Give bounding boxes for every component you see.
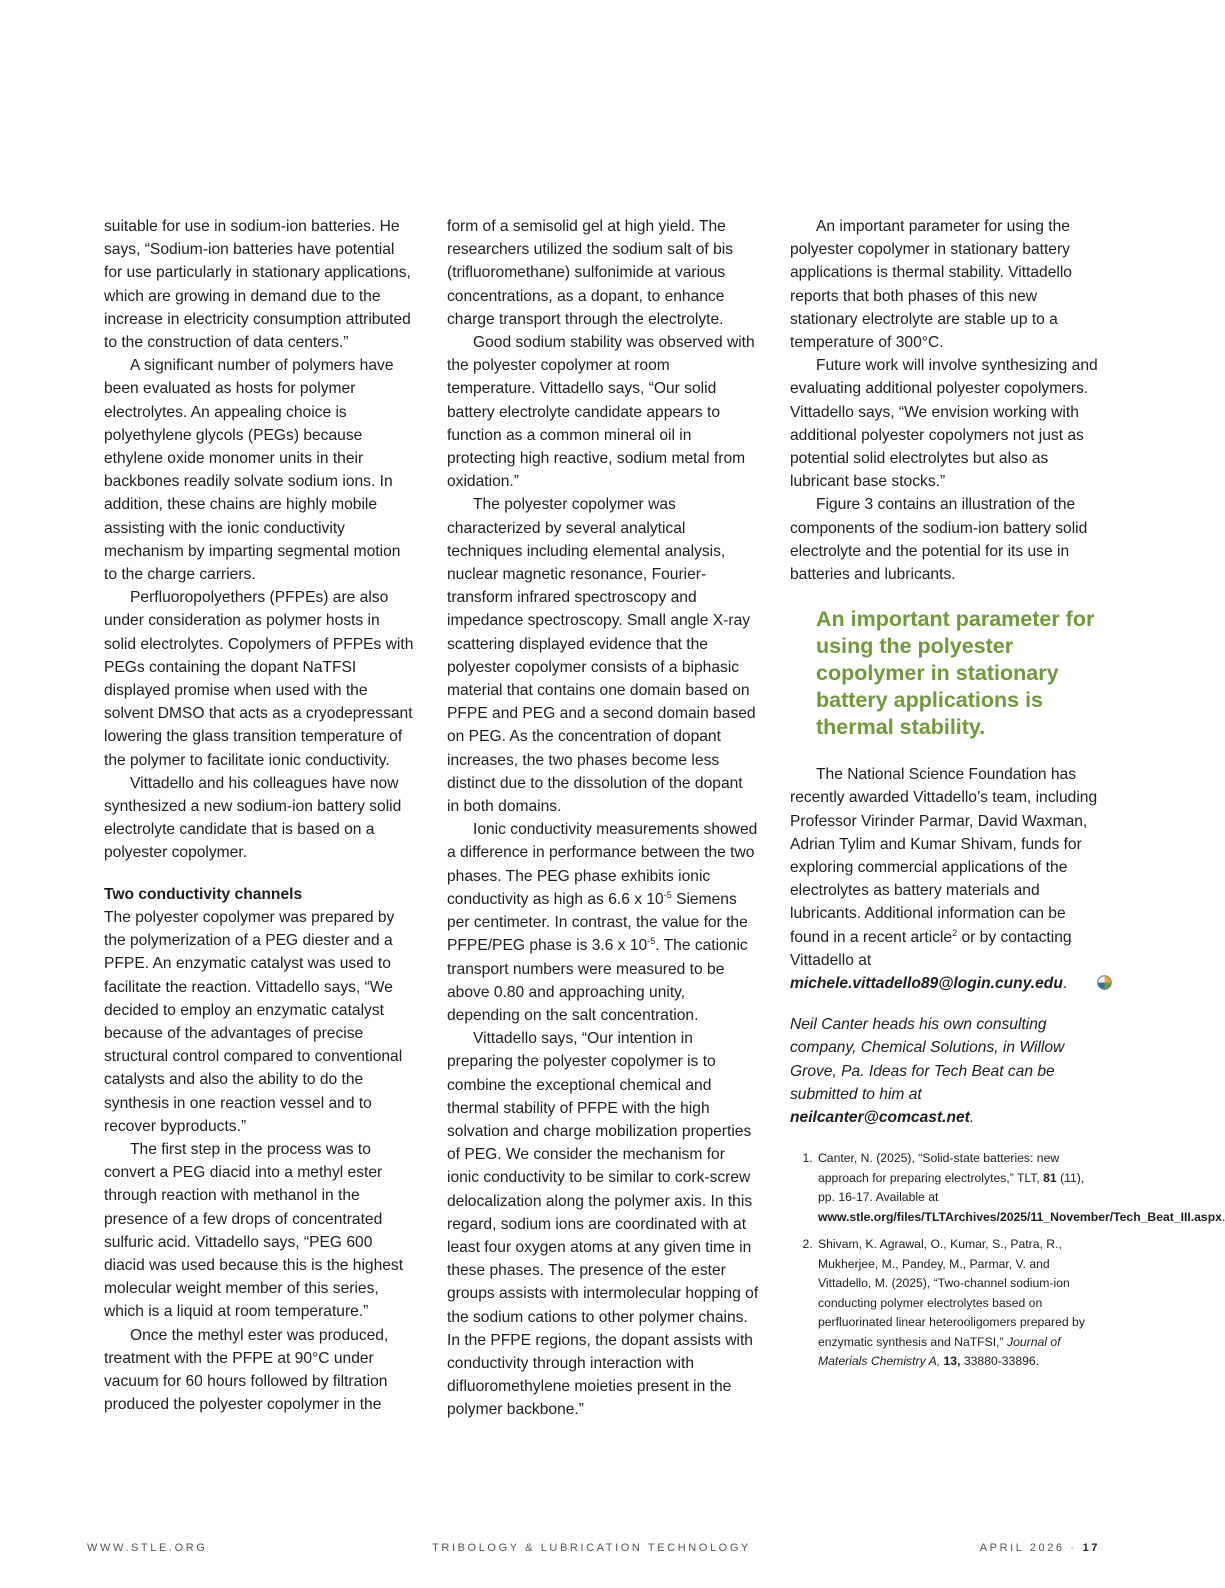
volume: 13, bbox=[940, 1354, 961, 1369]
reference-url-link[interactable]: www.stle.org/files/TLTArchives/2025/11_November/Tech_Beat_III.aspx bbox=[818, 1209, 1222, 1224]
references-list bbox=[790, 1149, 1225, 1372]
column-middle bbox=[447, 215, 759, 1422]
paragraph: form of a semisolid gel at high yield. The researchers utilized the sodium salt of bis (trifluoromethane) sulfonimide at various concentrations, as a dopant, to enhance charge transport through the electrolyte. bbox=[447, 218, 734, 328]
author-bio bbox=[790, 1013, 1100, 1129]
text: Neil Canter heads his own consulting company, Chemical Solutions, in Willow Grove, Pa. Ideas for Tech Beat can be submitted to him at bbox=[790, 1016, 1065, 1103]
superscript: -5 bbox=[663, 889, 672, 900]
text: . bbox=[1062, 975, 1068, 993]
footer-date: APRIL 2026 bbox=[979, 1542, 1065, 1554]
text: Canter, N. (2025), “Solid-state batteries: new approach for preparing electrolytes,” TLT, bbox=[818, 1151, 1060, 1185]
text: The National Science Foundation has recently awarded Vittadello’s team, including Professor Virinder Parmar, David Waxman, Adrian Tylim and Kumar Shivam, funds for exploring commercial applications of the electrolytes as battery materials and lubricants. Additional information can be found in a recent article bbox=[790, 766, 1098, 946]
superscript: 2 bbox=[952, 927, 958, 938]
paragraph: Figure 3 contains an illustration of the components of the sodium-ion battery solid electrolyte and the potential for its use in batteries and lubricants. bbox=[790, 496, 1088, 584]
footer-separator: · bbox=[1070, 1542, 1077, 1554]
paragraph: Good sodium stability was observed with the polyester copolymer at room temperature. Vittadello says, “Our solid battery electrolyte candidate appears to function as a common mineral oil in protecting high reactive, sodium metal from oxidation.” bbox=[447, 334, 755, 491]
text: . bbox=[969, 1109, 975, 1127]
paragraph: Future work will involve synthesizing and evaluating additional polyester copolymers. Vittadello says, “We envision working with additional polyester copolymers not just as potential solid electrolytes but also as lubricant base stocks.” bbox=[790, 357, 1098, 491]
column-right bbox=[790, 215, 1225, 1380]
author-email-link[interactable]: neilcanter@comcast.net bbox=[790, 1109, 970, 1127]
text: Siemens per centimeter. In contrast, the value for the PFPE/PEG phase is 3.6 x 10 bbox=[447, 890, 748, 955]
footer-website: WWW.STLE.ORG bbox=[87, 1542, 208, 1554]
column-left bbox=[104, 215, 416, 1416]
reference-item bbox=[816, 1235, 1100, 1372]
footer-publication: TRIBOLOGY & LUBRICATION TECHNOLOGY bbox=[432, 1542, 751, 1554]
paragraph: The first step in the process was to convert a PEG diacid into a methyl ester through reaction with methanol in the presence of a few drops of concentrated sulfuric acid. Vittadello says, “PEG 600 diacid was used because this is the highest molecular weight member of this series, which is a liquid at room temperature.” bbox=[104, 1140, 404, 1321]
contact-email-link[interactable]: michele.vittadello89@login.cuny.edu bbox=[790, 975, 1063, 993]
paragraph bbox=[447, 818, 759, 1027]
text: . bbox=[1221, 1209, 1225, 1224]
stle-end-mark-icon bbox=[1071, 974, 1086, 989]
text: or by contacting Vittadello at bbox=[790, 928, 1072, 969]
paragraph: Perfluoropolyethers (PFPEs) are also under consideration as polymer hosts in solid electrolytes. Copolymers of PFPEs with PEGs containing the dopant NaTFSI displayed promise when used with the solvent DMSO that acts as a cryodepressant lowering the glass transition temperature of the polymer to facilitate ionic conductivity. bbox=[104, 589, 414, 769]
paragraph: A significant number of polymers have been evaluated as hosts for polymer electrolytes. An appealing choice is polyethylene glycols (PEGs) because ethylene oxide monomer units in their backbones readily solvate sodium ions. In addition, these chains are highly mobile assisting with the ionic conductivity mechanism by imparting segmental motion to the charge carriers. bbox=[104, 357, 401, 584]
reference-item bbox=[816, 1149, 1225, 1227]
paragraph: An important parameter for using the polyester copolymer in stationary battery applications is thermal stability. Vittadello reports that both phases of this new stationary electrolyte are stable up to a temperature of 300°C. bbox=[790, 218, 1072, 352]
text: Shivam, K. Agrawal, O., Kumar, S., Patra, R., Mukherjee, M., Pandey, M., Parmar, V. and Vittadello, M. (2025), “Two-channel sodium-ion conducting polymer electrolytes based on perfluorinated linear heterooligomers prepared by enzymatic synthesis and NaTFSI,” bbox=[818, 1237, 1085, 1349]
text: . The cationic transport numbers were measured to be above 0.80 and approaching unity, depending on the salt concentration. bbox=[447, 937, 748, 1024]
volume: 81 bbox=[1043, 1170, 1057, 1185]
paragraph: Once the methyl ester was produced, treatment with the PFPE at 90°C under vacuum for 60 hours followed by filtration produced the polyester copolymer in the bbox=[104, 1326, 389, 1414]
page-number: 17 bbox=[1082, 1542, 1100, 1554]
section-heading: Two conductivity channels bbox=[104, 885, 303, 903]
paragraph bbox=[790, 763, 1100, 995]
superscript: -5 bbox=[647, 936, 656, 947]
paragraph: The polyester copolymer was prepared by the polymerization of a PEG diester and a PFPE. An enzymatic catalyst was used to facilitate the reaction. Vittadello says, “We decided to employ an enzymatic catalyst because of the advantages of precise structural control compared to conventional catalysts and also the ability to do the synthesis in one reaction vessel and to recover byproducts.” bbox=[104, 908, 403, 1135]
text: (11), pp. 16-17. Available at bbox=[818, 1170, 1085, 1205]
paragraph: The polyester copolymer was characterized by several analytical techniques including elemental analysis, nuclear magnetic resonance, Fourier-transform infrared spectroscopy and impedance spectroscopy. Small angle X-ray scattering displayed evidence that the polyester copolymer consists of a biphasic material that contains one domain based on PFPE and PEG and a second domain based on PEG. As the concentration of dopant increases, the two phases become less distinct due to the dissolution of the dopant in both domains. bbox=[447, 496, 756, 816]
pull-quote: An important parameter for using the polyester copolymer in stationary battery applications is thermal stability. bbox=[816, 607, 1095, 740]
paragraph: Vittadello and his colleagues have now synthesized a new sodium-ion battery solid electrolyte candidate that is based on a polyester copolymer. bbox=[104, 774, 402, 862]
text: 33880-33896. bbox=[960, 1354, 1040, 1369]
footer-date-page bbox=[980, 1542, 1100, 1554]
journal-name: Journal of Materials Chemistry A, bbox=[818, 1334, 1061, 1369]
text: Ionic conductivity measurements showed a difference in performance between the two phases. The PEG phase exhibits ionic conductivity as high as 6.6 x 10 bbox=[447, 821, 758, 908]
paragraph: Vittadello says, “Our intention in preparing the polyester copolymer is to combine the exceptional chemical and thermal stability of PFPE with the high solvation and charge mobilization properties of PEG. We consider the mechanism for ionic conductivity to be similar to cork-screw delocalization along the polymer axis. In this regard, sodium ions are coordinated with at least four oxygen atoms at any given time in these phases. The presence of the ester groups assists with intermolecular hopping of the sodium cations to other polymer chains. In the PFPE regions, the dopant assists with conductivity through interaction with difluoromethylene moieties present in the polymer backbone.” bbox=[447, 1030, 759, 1419]
paragraph: suitable for use in sodium-ion batteries. He says, “Sodium-ion batteries have potential for use particularly in stationary applications, which are growing in demand due to the increase in electricity consumption attributed to the construction of data centers.” bbox=[104, 218, 411, 352]
